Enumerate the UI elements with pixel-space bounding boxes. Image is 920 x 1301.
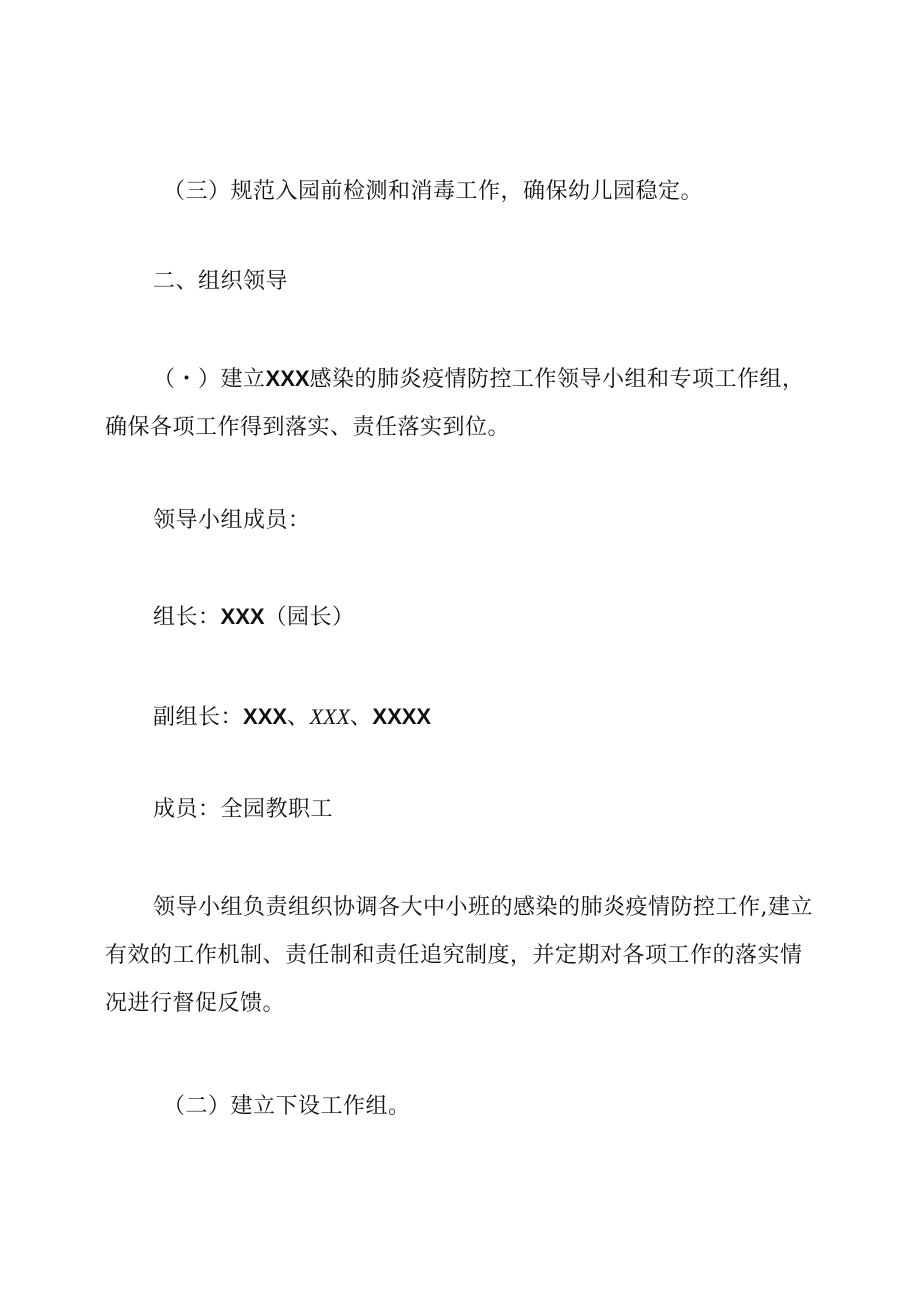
heading-organization-leadership: [105, 258, 815, 306]
paragraph-group-members-label: [105, 497, 815, 545]
placeholder-name: XXX: [220, 604, 265, 629]
paragraph-text: （二）建立下设工作组。: [163, 1094, 411, 1119]
text-segment: （园长）: [264, 605, 355, 630]
placeholder-name: XXX: [265, 366, 310, 391]
paragraph-text: 领导小组成员：: [153, 508, 311, 533]
paragraph-leadership-group: [105, 355, 815, 452]
text-segment: 组长：: [153, 605, 221, 630]
paragraph-text: （三）规范入园前检测和消毒工作，确保幼儿园稳定。: [163, 179, 704, 204]
placeholder-name: XXX: [309, 704, 350, 729]
paragraph-section-2: [105, 1083, 815, 1131]
paragraph-section-3: [105, 168, 815, 216]
text-segment: （・）建立: [153, 367, 266, 392]
text-segment: 感染的肺炎疫情防控工作领导小组和专项工作组，确保各项工作得到落实、责任落实到位。: [105, 367, 805, 440]
separator: 、: [287, 705, 310, 730]
placeholder-name: XXX: [243, 704, 288, 729]
separator: 、: [349, 705, 373, 730]
text-segment: 副组长：: [153, 705, 244, 730]
paragraph-group-leader: [105, 593, 815, 642]
placeholder-name: XXXX: [372, 704, 432, 729]
paragraph-text: 领导小组负责组织协调各大中小班的感染的肺炎疫情防控工作,建立有效的工作机制、责任制和责任追究制度，并定期对各项工作的落实情况进行督促反馈。: [105, 895, 813, 1016]
heading-text: 二、组织领导: [153, 269, 289, 294]
paragraph-members: [105, 786, 815, 834]
paragraph-group-responsibilities: [105, 884, 815, 1028]
paragraph-text: 成员：全园教职工: [153, 797, 334, 822]
paragraph-deputy-leaders: [105, 693, 815, 742]
